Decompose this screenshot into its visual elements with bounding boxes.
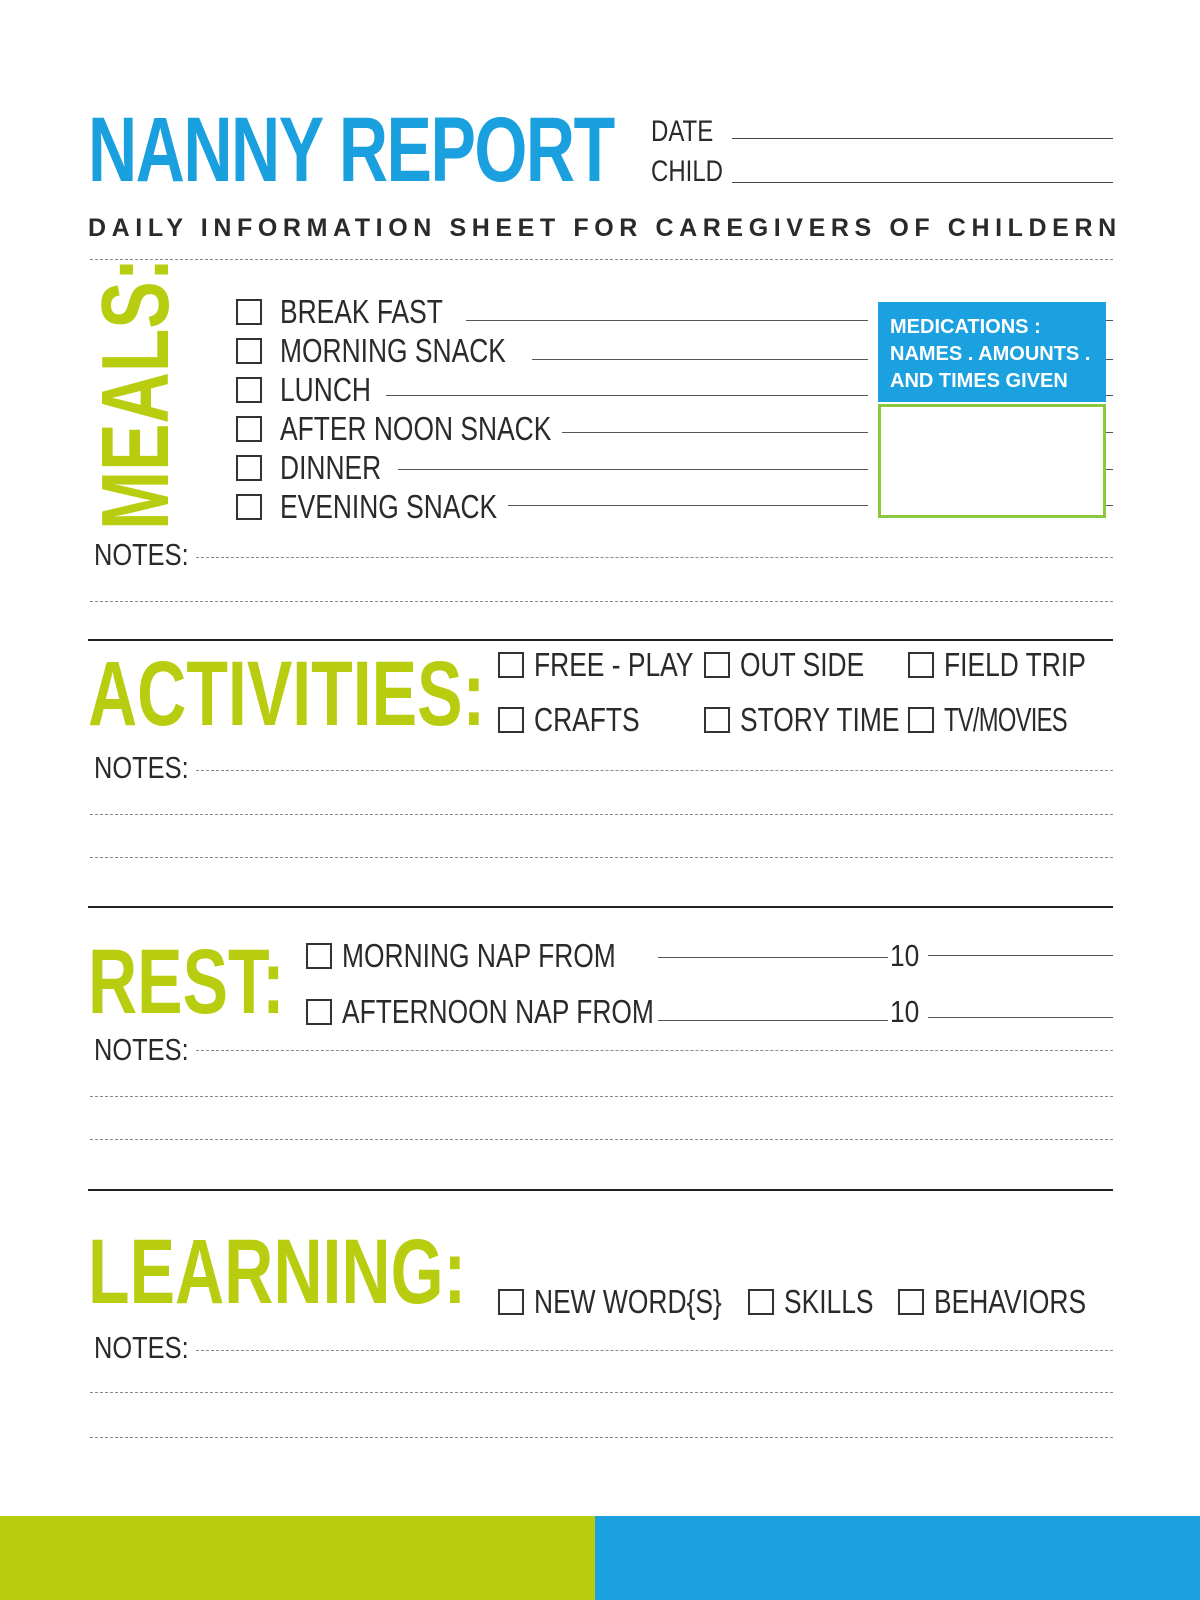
learning-section-title: LEARNING:	[88, 1221, 467, 1323]
rest-notes-label: NOTES:	[94, 1032, 189, 1067]
learning-notes-label: NOTES:	[94, 1330, 189, 1365]
rest-afternoon-nap[interactable]: AFTERNOON NAP FROM	[306, 994, 732, 1030]
medications-header: MEDICATIONS : NAMES . AMOUNTS . AND TIMES GIVEN	[878, 302, 1106, 402]
meal-item-afternoon-snack[interactable]: AFTER NOON SNACK	[236, 411, 619, 447]
meal-item-breakfast[interactable]: BREAK FAST	[236, 294, 484, 330]
notes-line[interactable]	[90, 1437, 1113, 1438]
meal-line-afternoon-snack[interactable]	[562, 432, 868, 433]
afternoon-nap-to-label: 10	[890, 994, 920, 1029]
rest-section-title: REST:	[88, 931, 285, 1033]
meal-item-morning-snack[interactable]: MORNING SNACK	[236, 333, 562, 369]
checkbox[interactable]	[236, 377, 262, 403]
notes-line[interactable]	[90, 857, 1113, 858]
meal-item-lunch[interactable]: LUNCH	[236, 372, 394, 408]
activity-outside[interactable]: OUT SIDE	[704, 647, 895, 683]
activities-notes-label: NOTES:	[94, 750, 189, 785]
activity-field-trip[interactable]: FIELD TRIP	[908, 647, 1121, 683]
checkbox[interactable]	[748, 1289, 774, 1315]
date-label: DATE	[651, 115, 714, 148]
footer-bar-blue	[595, 1516, 1200, 1600]
section-rule	[88, 639, 1113, 641]
activity-story-time[interactable]: STORY TIME	[704, 702, 939, 738]
medications-input-box[interactable]	[878, 404, 1106, 518]
line-tick	[1106, 395, 1113, 396]
notes-line[interactable]	[90, 1096, 1113, 1097]
morning-nap-to-line[interactable]	[928, 955, 1113, 956]
notes-line[interactable]	[196, 1350, 1113, 1351]
subtitle: DAILY INFORMATION SHEET FOR CAREGIVERS OF CHILDERN	[88, 214, 1122, 242]
meal-line-morning-snack[interactable]	[532, 359, 868, 360]
notes-line[interactable]	[196, 557, 1113, 558]
line-tick	[1106, 359, 1113, 360]
checkbox[interactable]	[236, 299, 262, 325]
date-field[interactable]	[732, 138, 1113, 139]
checkbox[interactable]	[704, 652, 730, 678]
child-label: CHILD	[651, 155, 724, 188]
learning-skills[interactable]: SKILLS	[748, 1284, 896, 1320]
checkbox[interactable]	[898, 1289, 924, 1315]
checkbox[interactable]	[306, 999, 332, 1025]
line-tick	[1106, 320, 1113, 321]
line-tick	[1106, 469, 1113, 470]
line-tick	[1106, 432, 1113, 433]
afternoon-nap-to-line[interactable]	[928, 1017, 1113, 1018]
checkbox[interactable]	[908, 707, 934, 733]
meal-line-breakfast[interactable]	[466, 320, 868, 321]
afternoon-nap-from-line[interactable]	[658, 1020, 888, 1021]
checkbox[interactable]	[236, 338, 262, 364]
morning-nap-to-label: 10	[890, 938, 920, 973]
line-tick	[1106, 505, 1113, 506]
checkbox[interactable]	[236, 416, 262, 442]
notes-line[interactable]	[90, 1139, 1113, 1140]
meals-notes-label: NOTES:	[94, 537, 189, 572]
divider	[90, 259, 1113, 260]
meal-item-evening-snack[interactable]: EVENING SNACK	[236, 489, 551, 525]
morning-nap-from-line[interactable]	[658, 957, 888, 958]
section-rule	[88, 906, 1113, 908]
meal-line-evening-snack[interactable]	[508, 505, 868, 506]
learning-behaviors[interactable]: BEHAVIORS	[898, 1284, 1124, 1320]
checkbox[interactable]	[498, 1289, 524, 1315]
activities-section-title: ACTIVITIES:	[88, 643, 486, 745]
activity-tv-movies[interactable]: TV/MOVIES	[908, 702, 1115, 738]
rest-morning-nap[interactable]: MORNING NAP FROM	[306, 938, 684, 974]
section-rule	[88, 1189, 1113, 1191]
footer-bar-green	[0, 1516, 595, 1600]
notes-line[interactable]	[196, 770, 1113, 771]
checkbox[interactable]	[908, 652, 934, 678]
child-field[interactable]	[732, 182, 1113, 183]
learning-new-words[interactable]: NEW WORD{S}	[498, 1284, 769, 1320]
notes-line[interactable]	[196, 1050, 1113, 1051]
checkbox[interactable]	[306, 943, 332, 969]
meal-item-dinner[interactable]: DINNER	[236, 450, 407, 486]
checkbox[interactable]	[236, 494, 262, 520]
activity-free-play[interactable]: FREE - PLAY	[498, 647, 733, 683]
meal-line-lunch[interactable]	[386, 395, 868, 396]
notes-line[interactable]	[90, 1392, 1113, 1393]
notes-line[interactable]	[90, 601, 1113, 602]
notes-line[interactable]	[90, 814, 1113, 815]
checkbox[interactable]	[498, 652, 524, 678]
activity-crafts[interactable]: CRAFTS	[498, 702, 666, 738]
checkbox[interactable]	[498, 707, 524, 733]
checkbox[interactable]	[704, 707, 730, 733]
meal-line-dinner[interactable]	[398, 469, 868, 470]
checkbox[interactable]	[236, 455, 262, 481]
page-title: NANNY REPORT	[88, 99, 614, 201]
